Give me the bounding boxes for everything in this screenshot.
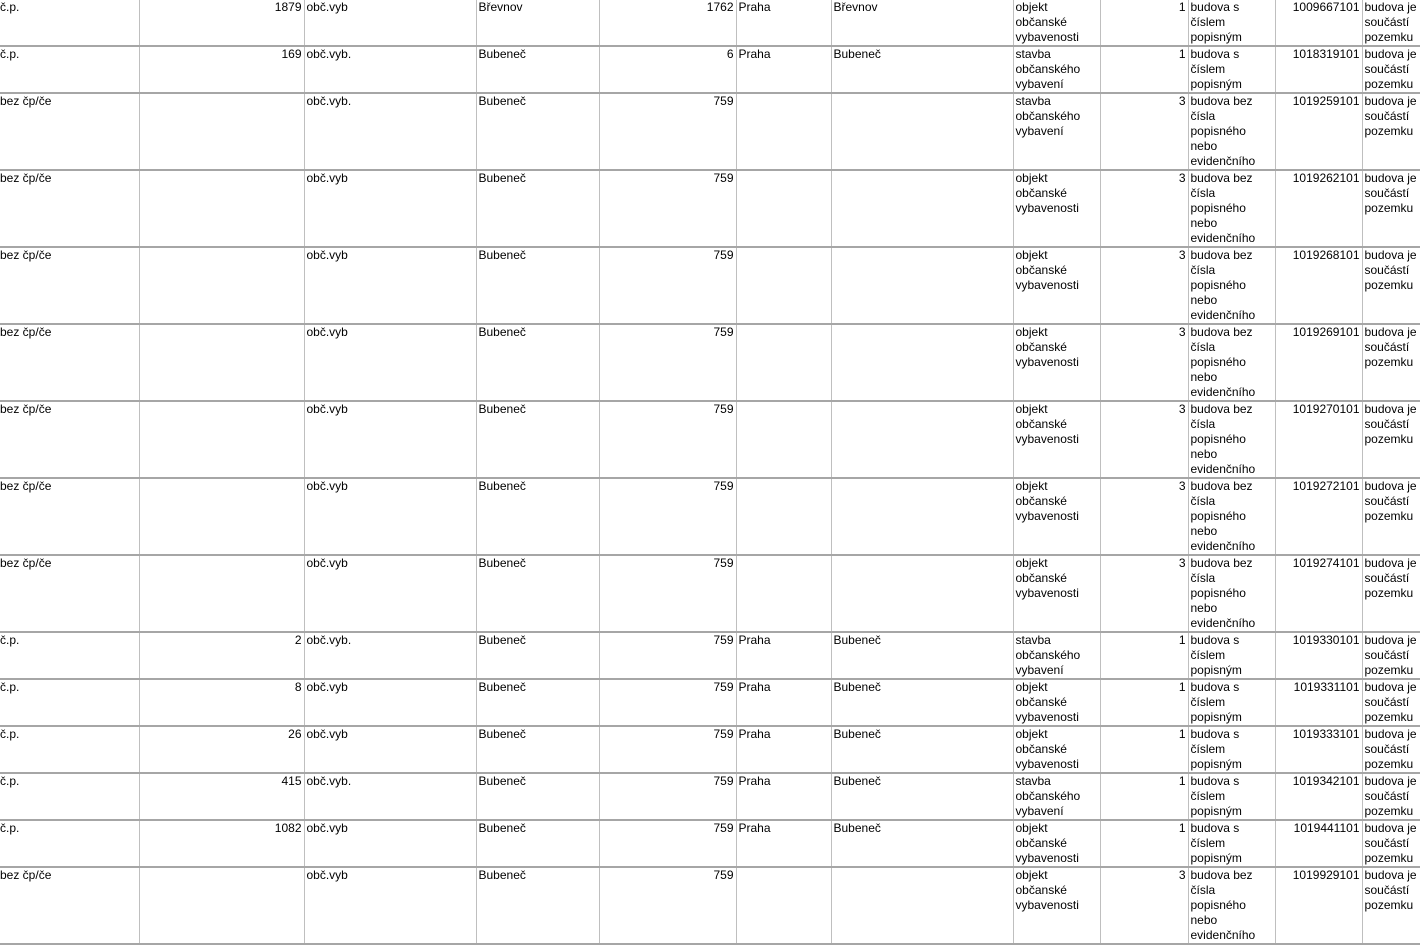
cell-usage-description: stavba občanského vybavení: [1013, 773, 1100, 820]
table-row: [0, 726, 1420, 773]
cell-cadastral-area: Bubeneč: [831, 632, 1013, 679]
cell-usage-description: objekt občanské vybavenosti: [1013, 555, 1100, 632]
cell-house-number: 1082: [139, 820, 304, 867]
cell-type-code: 1: [1100, 632, 1188, 679]
cell-status: budova je součástí pozemku: [1362, 555, 1420, 632]
cell-building-kind: budova s číslem popisným: [1188, 0, 1275, 46]
cell-building-id: 1019342101: [1275, 773, 1362, 820]
cell-usage: obč.vyb.: [304, 46, 476, 93]
cell-status: budova je součástí pozemku: [1362, 247, 1420, 324]
cell-ownership-sheet: 1762: [599, 0, 736, 46]
cell-usage: obč.vyb.: [304, 773, 476, 820]
cell-house-number: [139, 555, 304, 632]
cell-building-kind: budova bez čísla popisného nebo evidenčního: [1188, 867, 1275, 944]
cell-ownership-sheet: 759: [599, 632, 736, 679]
cell-house-number: 8: [139, 679, 304, 726]
cell-municipality: [736, 555, 831, 632]
cell-status: budova je součástí pozemku: [1362, 401, 1420, 478]
cell-house-number: 169: [139, 46, 304, 93]
cell-building-id: 1019270101: [1275, 401, 1362, 478]
cell-district: Bubeneč: [476, 773, 599, 820]
cell-ownership-sheet: 759: [599, 555, 736, 632]
cell-usage: obč.vyb: [304, 726, 476, 773]
cell-usage-description: objekt občanské vybavenosti: [1013, 820, 1100, 867]
cell-cadastral-area: Bubeneč: [831, 679, 1013, 726]
cell-building-id: 1019274101: [1275, 555, 1362, 632]
cell-municipality: Praha: [736, 726, 831, 773]
cell-house-number: 1879: [139, 0, 304, 46]
cell-building-kind: budova bez čísla popisného nebo evidenčního: [1188, 247, 1275, 324]
cell-building-type: bez čp/če: [0, 170, 139, 247]
cell-type-code: 3: [1100, 867, 1188, 944]
cell-building-id: 1019262101: [1275, 170, 1362, 247]
cell-type-code: 1: [1100, 726, 1188, 773]
cell-status: budova je součástí pozemku: [1362, 0, 1420, 46]
cell-building-id: 1019441101: [1275, 820, 1362, 867]
cell-building-type: bez čp/če: [0, 93, 139, 170]
cell-ownership-sheet: 759: [599, 478, 736, 555]
cell-district: Bubeneč: [476, 478, 599, 555]
cell-usage-description: stavba občanského vybavení: [1013, 632, 1100, 679]
cell-district: Bubeneč: [476, 170, 599, 247]
cell-building-type: č.p.: [0, 679, 139, 726]
cell-building-kind: budova bez čísla popisného nebo evidenčního: [1188, 555, 1275, 632]
cell-ownership-sheet: 759: [599, 867, 736, 944]
table-row: [0, 324, 1420, 401]
cell-usage: obč.vyb: [304, 679, 476, 726]
cell-building-id: 1019333101: [1275, 726, 1362, 773]
cell-usage-description: stavba občanského vybavení: [1013, 93, 1100, 170]
cell-ownership-sheet: 759: [599, 247, 736, 324]
cell-building-id: 1018319101: [1275, 46, 1362, 93]
cell-municipality: Praha: [736, 46, 831, 93]
table-row: [0, 93, 1420, 170]
cell-district: Bubeneč: [476, 401, 599, 478]
cell-cadastral-area: Bubeneč: [831, 773, 1013, 820]
cell-district: Bubeneč: [476, 679, 599, 726]
cell-cadastral-area: [831, 324, 1013, 401]
cell-municipality: [736, 247, 831, 324]
cell-building-id: 1019268101: [1275, 247, 1362, 324]
cell-usage: obč.vyb: [304, 0, 476, 46]
cell-type-code: 3: [1100, 170, 1188, 247]
cell-building-type: č.p.: [0, 773, 139, 820]
cell-status: budova je součástí pozemku: [1362, 867, 1420, 944]
cell-district: Břevnov: [476, 0, 599, 46]
cell-house-number: [139, 170, 304, 247]
cell-building-kind: budova s číslem popisným: [1188, 820, 1275, 867]
cell-house-number: [139, 867, 304, 944]
table-row: [0, 401, 1420, 478]
cell-ownership-sheet: 759: [599, 820, 736, 867]
cell-building-kind: budova s číslem popisným: [1188, 46, 1275, 93]
cell-usage: obč.vyb: [304, 867, 476, 944]
cell-house-number: 2: [139, 632, 304, 679]
table-row: [0, 46, 1420, 93]
cell-ownership-sheet: 759: [599, 726, 736, 773]
cell-building-kind: budova bez čísla popisného nebo evidenčního: [1188, 478, 1275, 555]
cell-usage: obč.vyb: [304, 247, 476, 324]
table-row: [0, 0, 1420, 46]
cell-usage-description: objekt občanské vybavenosti: [1013, 401, 1100, 478]
cell-status: budova je součástí pozemku: [1362, 820, 1420, 867]
cell-type-code: 3: [1100, 555, 1188, 632]
cell-ownership-sheet: 759: [599, 679, 736, 726]
cell-type-code: 3: [1100, 93, 1188, 170]
cell-house-number: [139, 247, 304, 324]
table-row: [0, 773, 1420, 820]
cell-municipality: [736, 401, 831, 478]
cell-district: Bubeneč: [476, 93, 599, 170]
cell-municipality: Praha: [736, 0, 831, 46]
cell-type-code: 3: [1100, 478, 1188, 555]
cell-building-kind: budova bez čísla popisného nebo evidenčního: [1188, 170, 1275, 247]
cell-municipality: Praha: [736, 773, 831, 820]
cell-cadastral-area: [831, 401, 1013, 478]
table-row: [0, 555, 1420, 632]
cell-district: Bubeneč: [476, 324, 599, 401]
cell-district: Bubeneč: [476, 632, 599, 679]
cell-cadastral-area: [831, 555, 1013, 632]
cell-usage: obč.vyb: [304, 324, 476, 401]
cell-house-number: 26: [139, 726, 304, 773]
cell-usage: obč.vyb: [304, 478, 476, 555]
cell-building-type: č.p.: [0, 726, 139, 773]
cell-usage-description: objekt občanské vybavenosti: [1013, 170, 1100, 247]
cell-municipality: Praha: [736, 679, 831, 726]
cell-usage-description: objekt občanské vybavenosti: [1013, 247, 1100, 324]
cell-building-kind: budova s číslem popisným: [1188, 632, 1275, 679]
cell-municipality: [736, 867, 831, 944]
cell-building-kind: budova s číslem popisným: [1188, 679, 1275, 726]
cell-usage: obč.vyb.: [304, 93, 476, 170]
cell-building-id: 1019331101: [1275, 679, 1362, 726]
cell-building-id: 1019269101: [1275, 324, 1362, 401]
cell-cadastral-area: [831, 478, 1013, 555]
cell-building-kind: budova bez čísla popisného nebo evidenčního: [1188, 93, 1275, 170]
table-row: [0, 867, 1420, 944]
cell-usage: obč.vyb: [304, 820, 476, 867]
cell-type-code: 3: [1100, 324, 1188, 401]
cell-status: budova je součástí pozemku: [1362, 478, 1420, 555]
cell-building-id: 1019929101: [1275, 867, 1362, 944]
cell-ownership-sheet: 759: [599, 324, 736, 401]
cell-building-type: bez čp/če: [0, 401, 139, 478]
cell-type-code: 1: [1100, 773, 1188, 820]
cell-district: Bubeneč: [476, 555, 599, 632]
cell-status: budova je součástí pozemku: [1362, 170, 1420, 247]
cell-building-id: 1019259101: [1275, 93, 1362, 170]
cell-usage: obč.vyb.: [304, 632, 476, 679]
cell-type-code: 3: [1100, 401, 1188, 478]
cell-status: budova je součástí pozemku: [1362, 726, 1420, 773]
cell-district: Bubeneč: [476, 46, 599, 93]
cell-usage-description: objekt občanské vybavenosti: [1013, 478, 1100, 555]
cell-building-id: 1019272101: [1275, 478, 1362, 555]
cell-ownership-sheet: 759: [599, 773, 736, 820]
cell-building-type: č.p.: [0, 820, 139, 867]
cell-house-number: [139, 401, 304, 478]
table-row: [0, 679, 1420, 726]
cell-building-type: bez čp/če: [0, 324, 139, 401]
table-row: [0, 478, 1420, 555]
cell-cadastral-area: Bubeneč: [831, 820, 1013, 867]
cell-ownership-sheet: 759: [599, 170, 736, 247]
cell-building-type: č.p.: [0, 632, 139, 679]
cell-house-number: [139, 478, 304, 555]
cell-building-kind: budova s číslem popisným: [1188, 726, 1275, 773]
table-row: [0, 632, 1420, 679]
table-row: [0, 170, 1420, 247]
cell-usage-description: objekt občanské vybavenosti: [1013, 324, 1100, 401]
cell-building-type: bez čp/če: [0, 555, 139, 632]
cell-house-number: [139, 324, 304, 401]
cell-type-code: 3: [1100, 247, 1188, 324]
cell-type-code: 1: [1100, 679, 1188, 726]
cell-ownership-sheet: 759: [599, 401, 736, 478]
cell-ownership-sheet: 6: [599, 46, 736, 93]
cell-cadastral-area: [831, 247, 1013, 324]
cell-district: Bubeneč: [476, 820, 599, 867]
cell-building-type: č.p.: [0, 46, 139, 93]
cell-usage: obč.vyb: [304, 170, 476, 247]
cell-building-type: bez čp/če: [0, 478, 139, 555]
cell-municipality: [736, 478, 831, 555]
cell-house-number: [139, 93, 304, 170]
cell-building-type: č.p.: [0, 0, 139, 46]
cell-house-number: 415: [139, 773, 304, 820]
cell-usage-description: objekt občanské vybavenosti: [1013, 867, 1100, 944]
cell-usage-description: objekt občanské vybavenosti: [1013, 0, 1100, 46]
cell-usage-description: objekt občanské vybavenosti: [1013, 679, 1100, 726]
cell-usage-description: stavba občanského vybavení: [1013, 46, 1100, 93]
cell-building-id: 1019330101: [1275, 632, 1362, 679]
cell-status: budova je součástí pozemku: [1362, 773, 1420, 820]
cell-status: budova je součástí pozemku: [1362, 93, 1420, 170]
cell-usage: obč.vyb: [304, 401, 476, 478]
cell-building-type: bez čp/če: [0, 247, 139, 324]
cell-building-kind: budova bez čísla popisného nebo evidenčního: [1188, 324, 1275, 401]
cell-municipality: Praha: [736, 632, 831, 679]
cell-building-id: 1009667101: [1275, 0, 1362, 46]
cell-status: budova je součástí pozemku: [1362, 324, 1420, 401]
cell-district: Bubeneč: [476, 867, 599, 944]
cell-type-code: 1: [1100, 46, 1188, 93]
cell-building-type: bez čp/če: [0, 867, 139, 944]
cell-cadastral-area: [831, 93, 1013, 170]
cell-district: Bubeneč: [476, 247, 599, 324]
cell-status: budova je součástí pozemku: [1362, 632, 1420, 679]
cell-cadastral-area: Břevnov: [831, 0, 1013, 46]
cell-usage-description: objekt občanské vybavenosti: [1013, 726, 1100, 773]
cell-status: budova je součástí pozemku: [1362, 679, 1420, 726]
cell-district: Bubeneč: [476, 726, 599, 773]
cell-status: budova je součástí pozemku: [1362, 46, 1420, 93]
cell-cadastral-area: Bubeneč: [831, 726, 1013, 773]
cell-building-kind: budova s číslem popisným: [1188, 773, 1275, 820]
cell-cadastral-area: [831, 170, 1013, 247]
cell-building-kind: budova bez čísla popisného nebo evidenčního: [1188, 401, 1275, 478]
table-row: [0, 820, 1420, 867]
cell-cadastral-area: Bubeneč: [831, 46, 1013, 93]
cell-usage: obč.vyb: [304, 555, 476, 632]
cell-municipality: Praha: [736, 820, 831, 867]
cell-type-code: 1: [1100, 820, 1188, 867]
cell-municipality: [736, 170, 831, 247]
cell-ownership-sheet: 759: [599, 93, 736, 170]
cell-municipality: [736, 93, 831, 170]
table-row: [0, 247, 1420, 324]
cell-cadastral-area: [831, 867, 1013, 944]
cell-type-code: 1: [1100, 0, 1188, 46]
cell-municipality: [736, 324, 831, 401]
